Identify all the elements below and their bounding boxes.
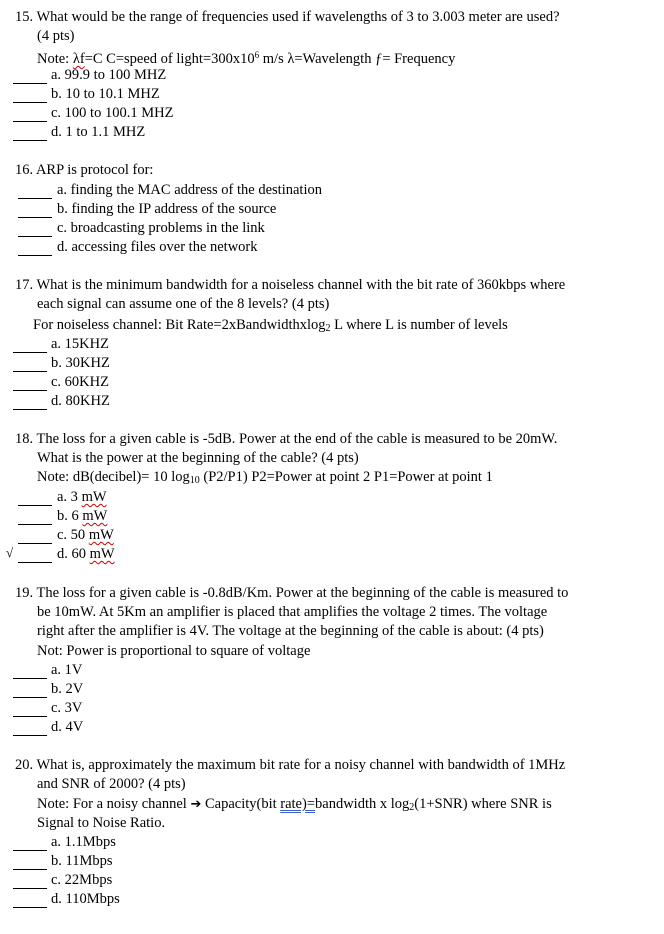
- q20-text: 20. What is, approximately the maximum bit rate for a noisy channel with bandwidth of 1MHz: [15, 757, 566, 773]
- arrow-right-icon: ➔: [190, 797, 202, 812]
- q19-option-a: a. 1V: [51, 662, 83, 678]
- q19-option-d: d. 4V: [51, 719, 84, 735]
- q19-text-cont2: right after the amplifier is 4V. The voltage at the beginning of the cable is about: (4 pts): [37, 623, 544, 639]
- q20-option-d: d. 110Mbps: [51, 891, 120, 907]
- q18-option-a: a. 3 mW: [57, 489, 107, 505]
- q15-option-d: d. 1 to 1.1 MHZ: [51, 124, 146, 140]
- q19-option-c: c. 3V: [51, 700, 83, 716]
- q19-text: 19. The loss for a given cable is -0.8dB/Km. Power at the beginning of the cable is measured to: [15, 585, 569, 601]
- q19-text-cont: be 10mW. At 5Km an amplifier is placed that amplifies the voltage 2 times. The voltage: [37, 604, 548, 620]
- answer-blank[interactable]: [13, 371, 47, 372]
- q20-option-c: c. 22Mbps: [51, 872, 113, 888]
- answer-blank[interactable]: [13, 869, 47, 870]
- q16-option-b: b. finding the IP address of the source: [57, 201, 277, 217]
- answer-blank[interactable]: [18, 217, 52, 218]
- q17-option-a: a. 15KHZ: [51, 336, 109, 352]
- q16-text: 16. ARP is protocol for:: [15, 162, 154, 178]
- answer-blank[interactable]: [18, 543, 52, 544]
- q16-option-d: d. accessing files over the network: [57, 239, 258, 255]
- q18-text-cont: What is the power at the beginning of the cable? (4 pts): [37, 450, 359, 466]
- answer-blank[interactable]: [13, 121, 47, 122]
- q15-option-a: a. 99.9 to 100 MHZ: [51, 67, 167, 83]
- answer-blank[interactable]: [13, 102, 47, 103]
- answer-blank[interactable]: [13, 850, 47, 851]
- q17-note: For noiseless channel: Bit Rate=2xBandwidthxlog$_2$ L where L is number of levels: [33, 317, 508, 334]
- answer-blank[interactable]: [18, 255, 52, 256]
- q15-text-cont: (4 pts): [37, 28, 75, 44]
- answer-blank[interactable]: [13, 907, 47, 908]
- answer-blank[interactable]: [13, 390, 47, 391]
- answer-blank[interactable]: [13, 888, 47, 889]
- answer-blank[interactable]: [18, 198, 52, 199]
- q20-option-b: b. 11Mbps: [51, 853, 113, 869]
- q18-option-c: c. 50 mW: [57, 527, 114, 543]
- q17-text-cont: each signal can assume one of the 8 levels? (4 pts): [37, 296, 330, 312]
- q19-option-b: b. 2V: [51, 681, 84, 697]
- q15-note: Note: λf=C C=speed of $light=300x10^6$ m/s λ=Wavelength ƒ= Frequency: [37, 50, 456, 67]
- q20-note: Note: For a noisy channel ➔ Capacity(bit rate)=bandwidth x $\log_2(1+SNR)$ where SNR is: [37, 796, 552, 813]
- q17-option-c: c. 60KHZ: [51, 374, 109, 390]
- q16-option-c: c. broadcasting problems in the link: [57, 220, 265, 236]
- answer-blank[interactable]: [18, 505, 52, 506]
- q20-note-cont: Signal to Noise Ratio.: [37, 815, 166, 831]
- q19-note: Not: Power is proportional to square of voltage: [37, 643, 311, 659]
- answer-blank[interactable]: [18, 562, 52, 563]
- q15-option-b: b. 10 to 10.1 MHZ: [51, 86, 160, 102]
- answer-blank[interactable]: [13, 697, 47, 698]
- answer-blank[interactable]: [13, 716, 47, 717]
- answer-blank[interactable]: [18, 524, 52, 525]
- q18-option-b: b. 6 mW: [57, 508, 108, 524]
- q15-option-c: c. 100 to 100.1 MHZ: [51, 105, 174, 121]
- q16-option-a: a. finding the MAC address of the destination: [57, 182, 322, 198]
- answer-blank[interactable]: [13, 140, 47, 141]
- q17-text: 17. What is the minimum bandwidth for a noiseless channel with the bit rate of 360kbps where: [15, 277, 566, 293]
- answer-blank[interactable]: [13, 83, 47, 84]
- q20-text-cont: and SNR of 2000? (4 pts): [37, 776, 186, 792]
- q18-text: 18. The loss for a given cable is -5dB. Power at the end of the cable is measured to be 20mW.: [15, 431, 558, 447]
- checkmark-icon: √: [6, 545, 14, 560]
- answer-blank[interactable]: [13, 352, 47, 353]
- answer-blank[interactable]: [13, 678, 47, 679]
- q20-option-a: a. 1.1Mbps: [51, 834, 116, 850]
- q15-text: 15. What would be the range of frequencies used if wavelengths of 3 to 3.003 meter are used?: [15, 9, 560, 25]
- answer-blank[interactable]: [13, 409, 47, 410]
- answer-blank[interactable]: [18, 236, 52, 237]
- q17-option-b: b. 30KHZ: [51, 355, 110, 371]
- q18-note: Note: dB(decibel)= 10 $\log_{10} (P2/P1)$ P2=Power at point 2 P1=Power at point 1: [37, 469, 493, 486]
- answer-blank[interactable]: [13, 735, 47, 736]
- q18-option-d: d. 60 mW: [57, 546, 115, 562]
- q17-option-d: d. 80KHZ: [51, 393, 110, 409]
